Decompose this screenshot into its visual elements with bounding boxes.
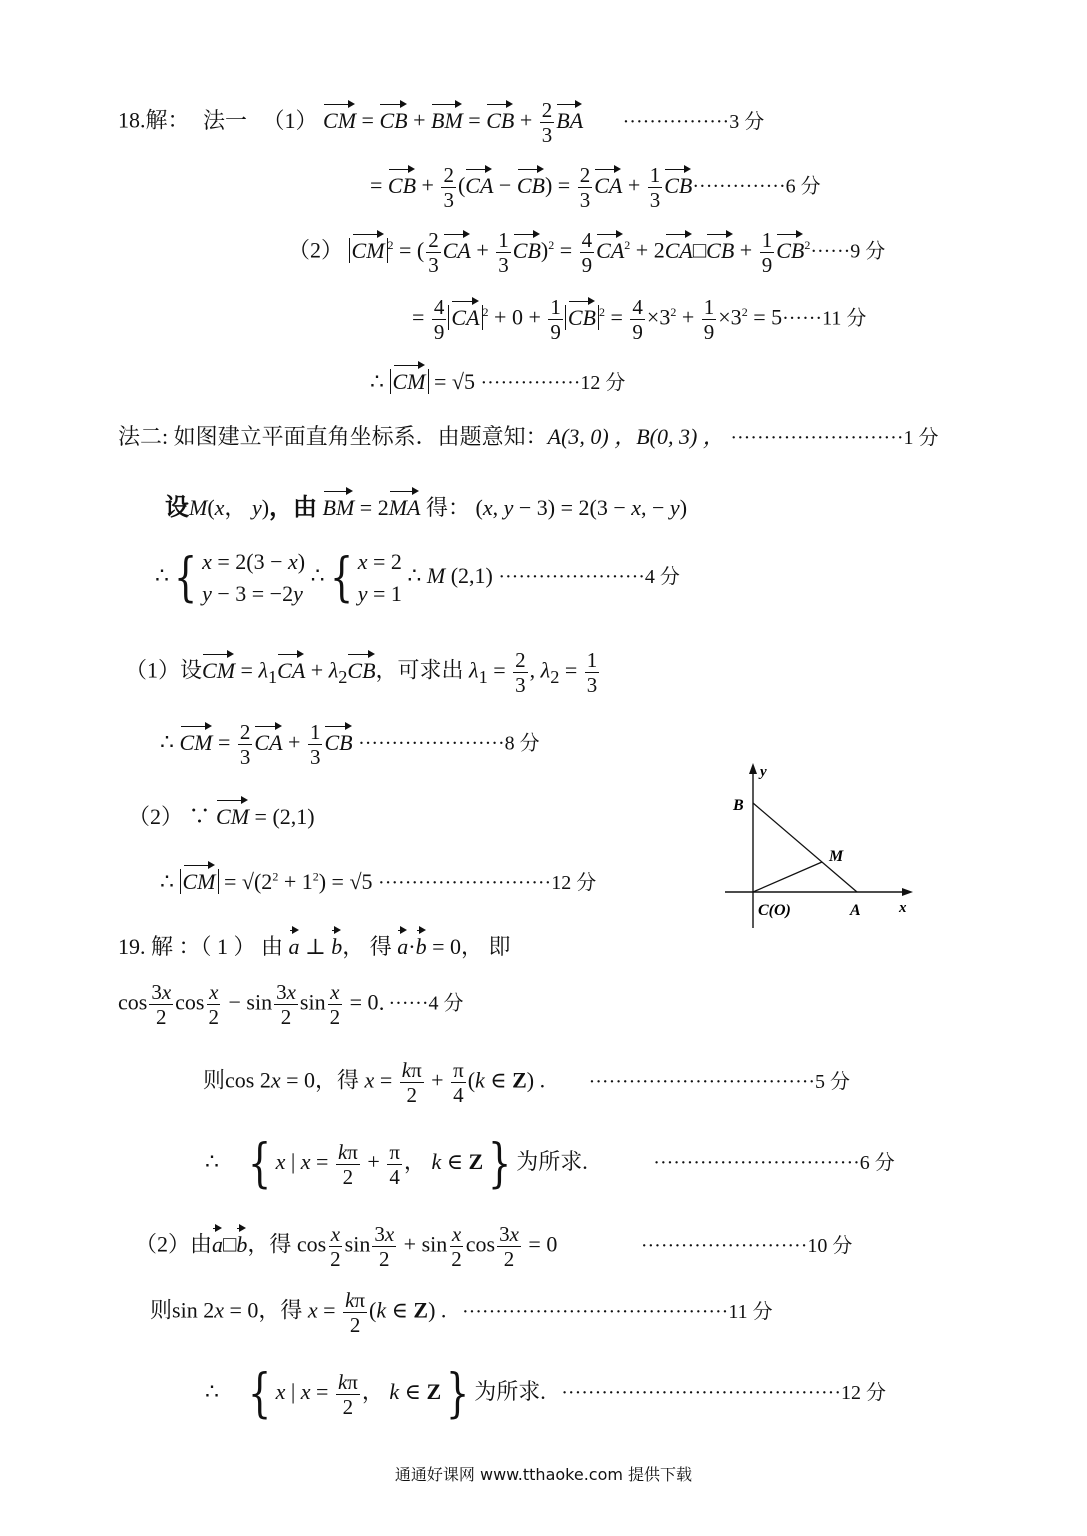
q18-line-4: = $\frac{4}{9}$ CA $^2$ + 0 + $\frac{1}{9}$ CB $^2$ = $\frac{4}{9}$ $\times 3^2$ + $\frac{1}{9}$ $\times 3^2 = 5\cdot\cdot\cdot\cdot\cdot\cdot 11$ 分 [412, 295, 867, 344]
q19-head: 19. 解 ：（ 1 ） 由 [118, 934, 284, 959]
q19-score-12: ··········································12 分 [561, 1382, 886, 1405]
coordinate-figure [720, 760, 920, 930]
method-2-part-1: （1）设CM = $\lambda_1CA + \lambda_2CB$，可求出 $\lambda_1$ = $\frac{2}{3}$ , $\lambda_2$ = $\frac{1}{3}$ [125, 648, 598, 697]
q19-line-3: 则cos 2x = 0，得 x = $\frac{k\pi}{2}$ + $\frac{\pi}{4}$ (k ∈ Z) . ··································5 分 [203, 1058, 851, 1107]
q19-answer-1: 为所求. [516, 1149, 588, 1175]
q19-get-2: ，得 [247, 1231, 292, 1257]
q18-head: 18.解： [118, 107, 190, 133]
q19-line-6: 则sin 2x = 0，得 x = $\frac{k\pi}{2}$ (k ∈ Z) . ········································11 分 [150, 1288, 773, 1337]
q19-line-4: ∴ { x | x = $\frac{k\pi}{2}$ + $\frac{\pi}{4}$ ， k ∈ Z} 为所求. ·······························6 分 [205, 1134, 895, 1194]
y-axis-label: y [760, 764, 767, 780]
part-2-label: （2） [288, 237, 344, 263]
q19-text-2: ， 即 [460, 934, 511, 959]
q19-line-7: ∴ { x | x = $\frac{k\pi}{2}$ ， k ∈ Z} 为所求. ··········································12 分 [205, 1364, 886, 1424]
q19-answer-2: 为所求. [474, 1379, 546, 1405]
segment-CM [753, 862, 822, 892]
part-1b-label: （1）设 [125, 657, 203, 683]
method-2-result-2: ∴ CM = $√(2^2 + 1^2) = √5 \cdot\cdot\cdot\cdot\cdot\cdot\cdot\cdot\cdot\cdot\cdot\cdot\cdot\cdot\cdot\cdot\cdot\cdot\cdot\cdot\cdot\cdot\cdot\cdot\cdot\cdot 12$ 分 [160, 862, 596, 897]
method-1-label: 法一 [203, 107, 248, 133]
gives-text: 得： [425, 495, 470, 520]
score-6: ··············6 分 [692, 175, 821, 198]
q19-score-4: ．······4 分 [378, 992, 464, 1015]
method-2-intro: 法二: 如图建立平面直角坐标系．由题意知： [118, 424, 548, 449]
q19-line-2: cos $\frac{3x}{2}$ cos $\frac{x}{2}$ − sin $\frac{3x}{2}$ sin $\frac{x}{2}$ = 0．······4 分 [118, 980, 464, 1029]
q18-line-5: ∴ CM = √5 ···············12 分 [370, 362, 625, 397]
method-2-result-1: ∴ CM = $\frac{2}{3}$ CA + $\frac{1}{3}$ CB ······················8 分 [160, 720, 540, 769]
method-2-line-1 [118, 423, 938, 452]
part-1-label: （1） [262, 107, 318, 133]
q19-line-1: 19. 解 ：（ 1 ） 由 a ⊥ b， 得 a·b = 0， 即 [118, 927, 511, 961]
q19-line-5: （2）由a□b，得 cos $\frac{x}{2}$ sin $\frac{3x}{2}$ + sin $\frac{x}{2}$ cos $\frac{3x}{2}$ = 0 ·························10 分 [135, 1222, 853, 1271]
q19-therefore-1: ∴ [205, 1149, 219, 1175]
q19-then-2: 则 [150, 1297, 173, 1323]
q18-line-2: = CB + $\frac{2}{3}$ (CA − CB) = $\frac{2}{3}$ CA + $\frac{1}{3}$ CB··············6 分 [370, 163, 821, 212]
score-4: ······················4 分 [498, 566, 680, 589]
solve-text: ，可求出 [375, 657, 464, 683]
x-axis-label: x [899, 900, 907, 916]
y-axis-arrow [749, 763, 757, 774]
q19-get-1: ，得 [315, 1067, 360, 1093]
origin-label: C(O) [758, 902, 791, 919]
x-axis-arrow [902, 888, 913, 896]
score-3: ················3 分 [622, 110, 765, 133]
point-M-label: M [829, 848, 844, 865]
let-text: 设 [165, 495, 189, 521]
score-11: ······11 分 [782, 307, 867, 330]
point-A-label: A [850, 902, 861, 919]
method-2-line-2: 设M(x， y)，由 BM = 2MA 得： (x, y − 3) = 2(3 − x, − y) [165, 488, 687, 522]
method-2-part-2: （2） ∵ CM = (2,1) [128, 797, 315, 831]
score-8: ······················8 分 [358, 732, 540, 755]
method-2-points: A(3, 0) ，B(0, 3) ， [547, 424, 725, 449]
q19-text-1: ， 得 [342, 934, 392, 959]
q19-score-10: ·························10 分 [640, 1234, 853, 1257]
q19-get-3: ，得 [258, 1297, 303, 1323]
score-9: ······9 分 [810, 240, 886, 263]
score-1: ··························1 分 [730, 427, 939, 449]
q18-line-3: （2） CM $^2$ = ( $\frac{2}{3}$ CA + $\frac{1}{3}$ CB)$^2$ = $\frac{4}{9}$ $CA^2$ + 2CA□CB + $\frac{1}{9}$ $CB^2\cdot\cdot\cdot\cdot\cdot\cdot 9$ 分 [288, 228, 886, 277]
part-2b-label: （2） [128, 804, 184, 829]
by-text: ，由 [269, 495, 318, 521]
q19-score-11: ········································11 分 [461, 1300, 773, 1323]
q19-then-1: 则 [203, 1067, 226, 1093]
score-12b: ··························12 分 [378, 872, 597, 894]
q19-score-6: ·······························6 分 [653, 1152, 895, 1175]
q19-part-2-label: （2）由 [135, 1231, 213, 1257]
footer: 通通好课网 www.tthaoke.com 提供下载 [394, 1465, 693, 1484]
point-B-label: B [733, 797, 744, 814]
method-2-system: ∴{ x = 2(3 − x) y − 3 = −2y ∴{ x = 2 y = 1 ∴ M (2,1) ······················4 分 [155, 548, 680, 608]
q18-line-1: 18.解： 法一 （1） CM = CB + BM = CB + $\frac{2}{3}$ BA ················3 分 [118, 98, 765, 147]
q19-score-5: ··································5 分 [588, 1070, 851, 1093]
score-12a: ···············12 分 [480, 372, 626, 394]
q19-therefore-2: ∴ [205, 1379, 219, 1405]
